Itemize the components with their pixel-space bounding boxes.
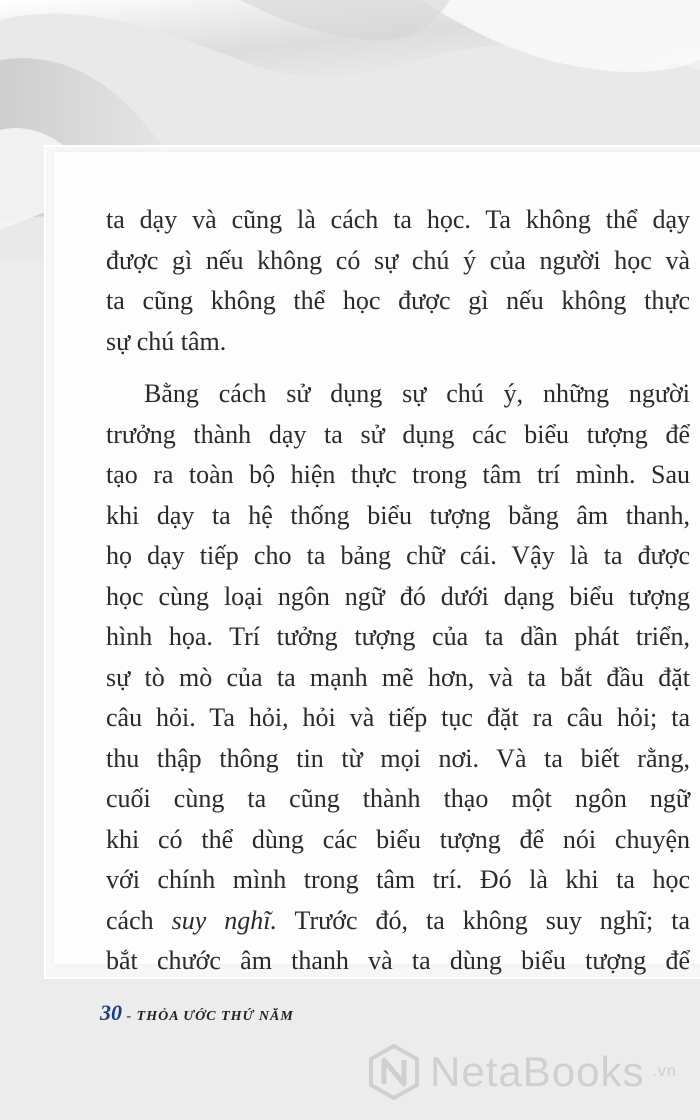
body-text [106, 200, 700, 982]
text-segment: cách [106, 905, 172, 935]
text-line: học cùng loại ngôn ngữ đó dưới dạng biểu tượng [106, 581, 690, 611]
text-line: Bằng cách sử dụng sự chú ý, những người [144, 379, 690, 408]
text-line [106, 901, 690, 942]
text-line: tạo ra toàn bộ hiện thực trong tâm trí mình. Sau [106, 460, 690, 489]
text-line: trưởng thành dạy ta sử dụng các biểu tượng để [106, 419, 690, 449]
text-line: với chính mình trong tâm trí. Đó là khi ta học [106, 865, 690, 894]
italic-emphasis: suy nghĩ. [171, 905, 277, 935]
netabooks-logo-icon [366, 1044, 422, 1100]
page-number: 30 [100, 1000, 122, 1025]
text-line: hình họa. Trí tưởng tượng của ta dần phát triển, [106, 622, 690, 651]
watermark-suffix: .vn [652, 1063, 677, 1080]
text-line: thu thập thông tin từ mọi nơi. Và ta biết rằng, [106, 743, 690, 773]
text-line: sự tò mò của ta mạnh mẽ hơn, và ta bắt đầu đặt [106, 662, 690, 692]
footer-separator: - [122, 1009, 137, 1024]
watermark-brand: NetaBooks [430, 1048, 645, 1095]
text-line: câu hỏi. Ta hỏi, hỏi và tiếp tục đặt ra câu hỏi; ta [106, 703, 690, 732]
text-line: bắt chước âm thanh và ta dùng biểu tượng để [106, 946, 690, 975]
text-line: ta cũng không thể học được gì nếu không thực [106, 286, 690, 315]
page-footer [100, 1000, 294, 1026]
text-line: sự chú tâm. [106, 326, 227, 356]
chapter-title: THỎA ƯỚC THỨ NĂM [136, 1009, 294, 1024]
text-line: ta dạy và cũng là cách ta học. Ta không thể dạy [106, 205, 690, 234]
paragraph-gap [106, 362, 700, 374]
text-line: khi có thể dùng các biểu tượng để nói chuyện [106, 824, 690, 854]
watermark [366, 1042, 677, 1102]
text-line: khi dạy ta hệ thống biểu tượng bằng âm thanh, [106, 500, 690, 530]
text-segment: Trước đó, ta không suy nghĩ; ta [276, 905, 690, 935]
text-line: cuối cùng ta cũng thành thạo một ngôn ngữ [106, 784, 690, 813]
text-line: được gì nếu không có sự chú ý của người học và [106, 245, 690, 275]
text-line: họ dạy tiếp cho ta bảng chữ cái. Vậy là ta được [106, 541, 690, 570]
